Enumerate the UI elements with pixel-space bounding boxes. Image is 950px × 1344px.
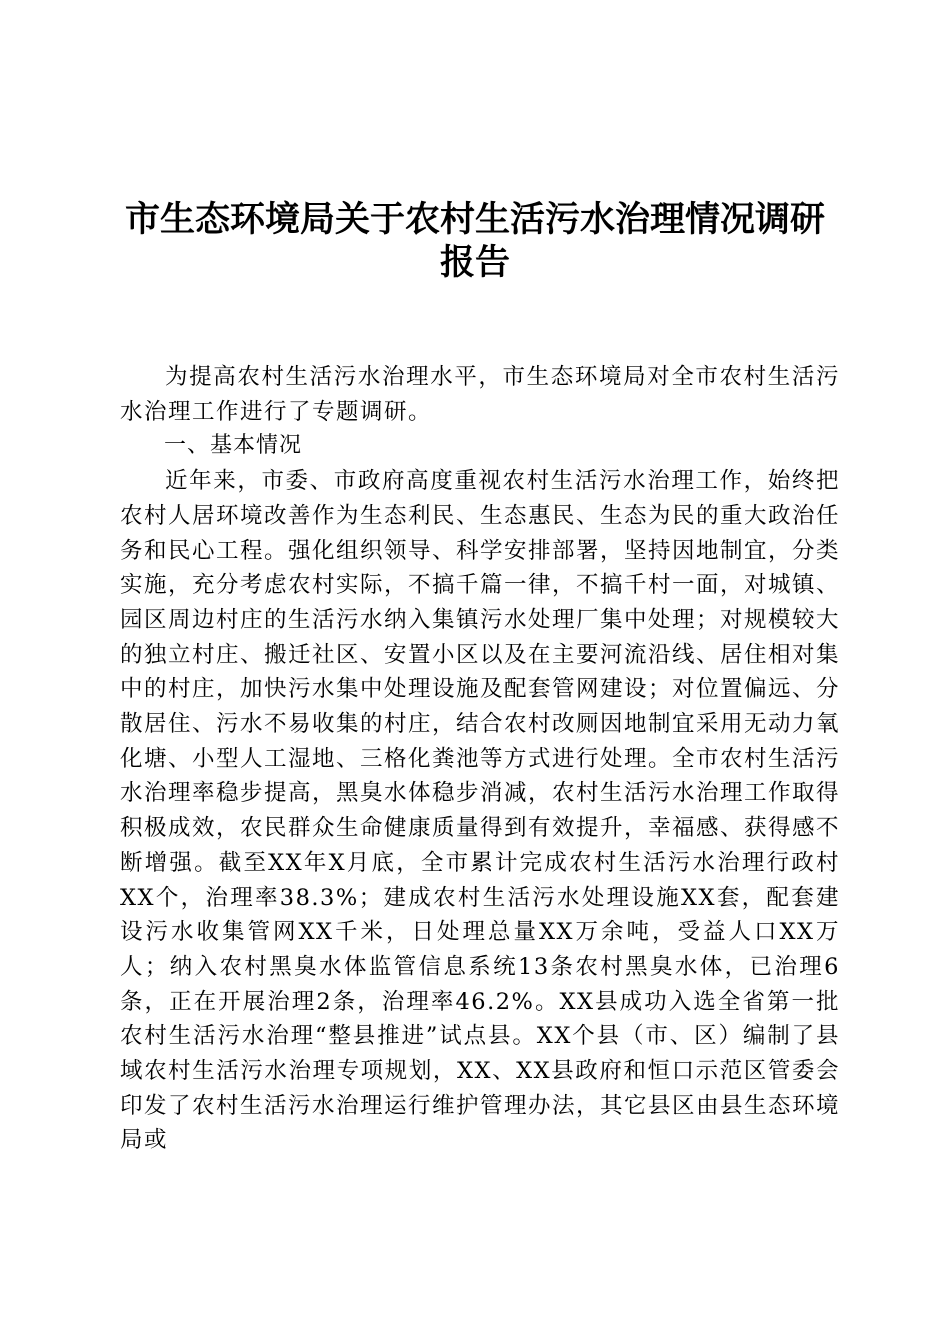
document-title-continuation: 报告 [439, 243, 510, 283]
document-body [120, 360, 840, 1158]
section-heading-basic-situation: 一、基本情况 [164, 433, 303, 459]
intro-paragraph: 为提高农村生活污水治理水平，市生态环境局对全市农村生活污水治理工作进行了专题调研。 [120, 364, 840, 425]
document-title: 市生态环境局关于农村生活污水治理情况调研 [124, 200, 825, 240]
section-paragraph: 近年来，市委、市政府高度重视农村生活污水治理工作，始终把农村人居环境改善作为生态利民、生态惠民、生态为民的重大政治任务和民心工程。强化组织领导、科学安排部署，坚持因地制宜，分类实施，充分考虑农村实际，不搞千篇一律，不搞千村一面，对城镇、园区周边村庄的生活污水纳入集镇污水处理厂集中处理；对规模较大的独立村庄、搬迁社区、安置小区以及在主要河流沿线、居住相对集中的村庄，加快污水集中处理设施及配套管网建设；对位置偏远、分散居住、污水不易收集的村庄，结合农村改厕因地制宜采用无动力氧化塘、小型人工湿地、三格化粪池等方式进行处理。全市农村生活污水治理率稳步提高，黑臭水体稳步消减，农村生活污水治理工作取得积极成效，农民群众生命健康质量得到有效提升，幸福感、获得感不断增强。截至XX年X月底，全市累计完成农村生活污水治理行政村XX个，治理率38.3%；建成农村生活污水处理设施XX套，配套建设污水收集管网XX千米，日处理总量XX万余吨，受益人口XX万人；纳入农村黑臭水体监管信息系统13条农村黑臭水体，已治理6条，正在开展治理2条，治理率46.2%。XX县成功入选全省第一批农村生活污水治理“整县推进”试点县。XX个县（市、区）编制了县域农村生活污水治理专项规划，XX、XX县政府和恒口示范区管委会印发了农村生活污水治理运行维护管理办法，其它县区由县生态环境局或 [120, 468, 841, 1154]
